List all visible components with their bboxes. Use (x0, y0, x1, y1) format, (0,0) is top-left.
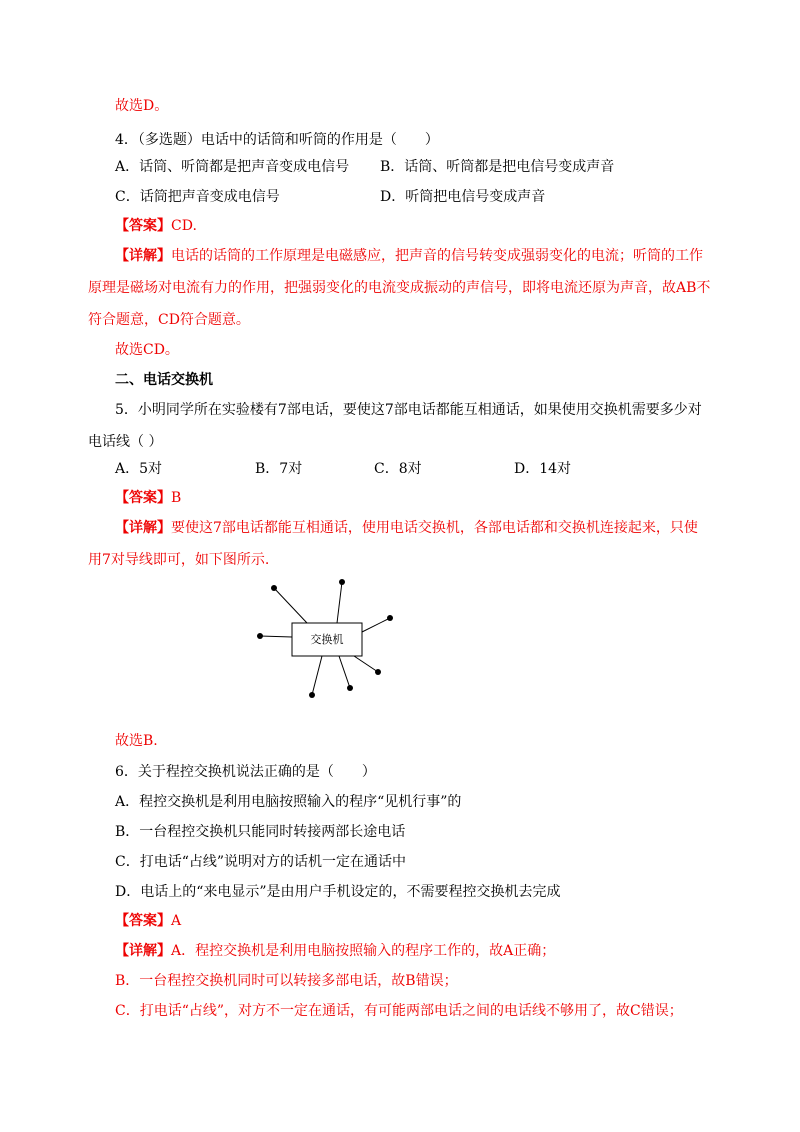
q4-option-a: A．话筒、听筒都是把声音变成电信号 (115, 159, 350, 175)
q4-detail-line-3: 符合题意，CD符合题意。 (88, 312, 250, 328)
answer-value: A (171, 913, 182, 929)
q5-conclusion: 故选B. (115, 733, 158, 749)
answer-tag: 【答案】 (115, 490, 171, 506)
q6-option-c: C．打电话“占线”说明对方的话机一定在通话中 (115, 854, 407, 870)
q5-detail-line-2: 用7对导线即可，如下图所示. (88, 552, 270, 568)
phone-dot (309, 692, 315, 698)
q6-option-b: B．一台程控交换机只能同时转接两部长途电话 (115, 824, 406, 840)
q5-option-b: B．7对 (255, 461, 303, 477)
q4-option-d: D．听筒把电信号变成声音 (380, 189, 546, 205)
phone-dot (339, 579, 345, 585)
phone-dot (347, 685, 353, 691)
q3-conclusion: 故选D。 (115, 98, 169, 114)
q4-answer (115, 216, 197, 236)
q4-option-c: C．话筒把声音变成电信号 (115, 189, 280, 205)
phone-wire-5 (312, 656, 322, 695)
section-heading: 二、电话交换机 (115, 372, 213, 388)
answer-tag: 【答案】 (115, 913, 171, 929)
phone-wire-6 (339, 656, 350, 688)
q6-question: 6．关于程控交换机说法正确的是（ ） (115, 764, 376, 780)
q4-option-b: B．话筒、听筒都是把电信号变成声音 (380, 159, 615, 175)
exchange-label: 交换机 (310, 633, 344, 646)
q5-option-c: C．8对 (374, 461, 422, 477)
phone-wire-7 (354, 656, 378, 672)
q5-question-line-2: 电话线（ ） (88, 434, 163, 450)
q6-detail-line-2: B．一台程控交换机同时可以转接多部电话，故B错误； (115, 973, 458, 989)
answer-tag: 【答案】 (115, 218, 171, 234)
phone-dot (271, 585, 277, 591)
phone-wire-4 (260, 636, 292, 637)
q4-detail-line-2: 原理是磁场对电流有力的作用，把强弱变化的电流变成振动的声信号，即将电流还原为声音，故AB不 (88, 280, 711, 296)
q4-conclusion: 故选CD。 (115, 342, 179, 358)
phone-dot (257, 633, 263, 639)
phone-dot (375, 669, 381, 675)
detail-text: 电话的话筒的工作原理是电磁感应，把声音的信号转变成强弱变化的电流；听筒的工作 (171, 248, 703, 264)
q6-option-d: D．电话上的“来电显示”是由用户手机设定的，不需要程控交换机去完成 (115, 884, 561, 900)
q5-option-a: A．5对 (115, 461, 163, 477)
phone-wire-3 (362, 618, 390, 632)
answer-value: B (171, 490, 182, 506)
q4-question: 4．（多选题）电话中的话筒和听筒的作用是（ ） (115, 132, 439, 148)
detail-text: A．程控交换机是利用电脑按照输入的程序工作的，故A正确； (171, 943, 556, 959)
q6-detail-line-3: C．打电话“占线”，对方不一定在通话，有可能两部电话之间的电话线不够用了，故C错误； (115, 1003, 683, 1019)
detail-text: 要使这7部电话都能互相通话，使用电话交换机，各部电话都和交换机连接起来，只使 (171, 520, 698, 536)
phone-wire-1 (274, 588, 307, 623)
detail-tag: 【详解】 (115, 943, 171, 959)
answer-value: CD. (171, 218, 197, 234)
q4-detail-line-1 (115, 246, 703, 266)
detail-tag: 【详解】 (115, 248, 171, 264)
q6-option-a: A．程控交换机是利用电脑按照输入的程序“见机行事”的 (115, 794, 462, 810)
q6-detail-line-1 (115, 941, 555, 961)
q5-answer (115, 488, 181, 508)
q5-detail-line-1 (115, 518, 698, 538)
detail-tag: 【详解】 (115, 520, 171, 536)
q5-question-line-1: 5．小明同学所在实验楼有7部电话，要使这7部电话都能互相通话，如果使用交换机需要多少对 (115, 402, 702, 418)
switchboard-diagram (250, 570, 410, 720)
phone-wire-2 (337, 582, 342, 623)
q6-answer (115, 911, 181, 931)
phone-dot (387, 615, 393, 621)
q5-option-d: D．14对 (514, 461, 572, 477)
